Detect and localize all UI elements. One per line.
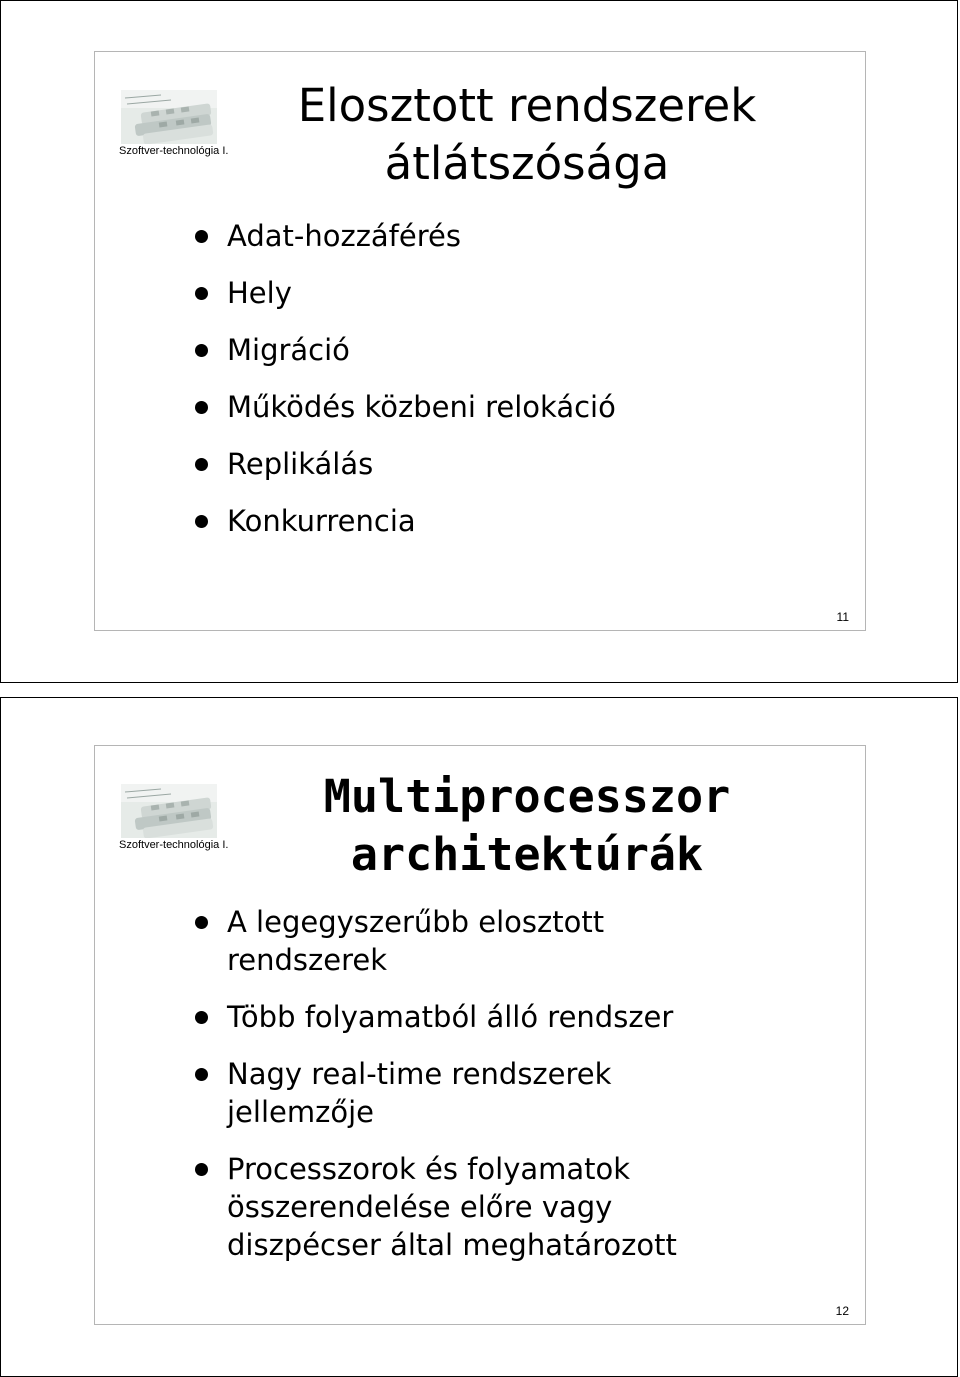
- document-page-2: [0, 697, 958, 1377]
- logo-caption: Szoftver-technológia I.: [119, 145, 229, 157]
- slide-title: [199, 768, 855, 884]
- bullet-text: Replikálás: [227, 447, 374, 481]
- bullet-text: Migráció: [227, 333, 350, 367]
- slide-title-line: Multiprocesszor: [323, 770, 731, 823]
- bullet-item: [195, 1150, 747, 1264]
- bullet-text: Processzorok és folyamatok összerendelése előre vagy diszpécser által meghatározott: [227, 1152, 677, 1262]
- bullet-text: Konkurrencia: [227, 504, 416, 538]
- slide-12: [94, 745, 866, 1325]
- slide-title-line: architektúrák: [350, 828, 704, 881]
- bullet-dot-icon: [195, 344, 208, 357]
- bullet-item: [195, 502, 616, 540]
- slide-11: [94, 51, 866, 631]
- page-number: 11: [836, 610, 849, 624]
- bullet-item: [195, 998, 747, 1036]
- bullet-list: [195, 903, 747, 1283]
- bullet-dot-icon: [195, 916, 208, 929]
- bullet-dot-icon: [195, 1068, 208, 1081]
- bullet-dot-icon: [195, 287, 208, 300]
- bullet-item: [195, 331, 616, 369]
- slide-title-line: átlátszósága: [384, 137, 670, 190]
- document-page-1: [0, 0, 958, 683]
- bullet-text: A legegyszerűbb elosztott rendszerek: [227, 905, 605, 977]
- bullet-item: [195, 903, 747, 979]
- bullet-dot-icon: [195, 458, 208, 471]
- slide-title: [199, 77, 855, 193]
- bullet-item: [195, 388, 616, 426]
- logo-caption: Szoftver-technológia I.: [119, 839, 229, 851]
- bullet-dot-icon: [195, 1011, 208, 1024]
- bullet-item: [195, 274, 616, 312]
- bullet-text: Több folyamatból álló rendszer: [227, 1000, 674, 1034]
- slide-title-line: Elosztott rendszerek: [297, 79, 757, 132]
- bullet-dot-icon: [195, 1163, 208, 1176]
- bullet-text: Adat-hozzáférés: [227, 219, 461, 253]
- bullet-text: Nagy real-time rendszerek jellemzője: [227, 1057, 612, 1129]
- page-number: 12: [835, 1304, 849, 1318]
- bullet-item: [195, 445, 616, 483]
- bullet-dot-icon: [195, 230, 208, 243]
- bullet-item: [195, 217, 616, 255]
- bullet-item: [195, 1055, 747, 1131]
- bullet-dot-icon: [195, 401, 208, 414]
- bullet-list: [195, 217, 616, 559]
- bullet-dot-icon: [195, 515, 208, 528]
- bullet-text: Hely: [227, 276, 292, 310]
- bullet-text: Működés közbeni relokáció: [227, 390, 616, 424]
